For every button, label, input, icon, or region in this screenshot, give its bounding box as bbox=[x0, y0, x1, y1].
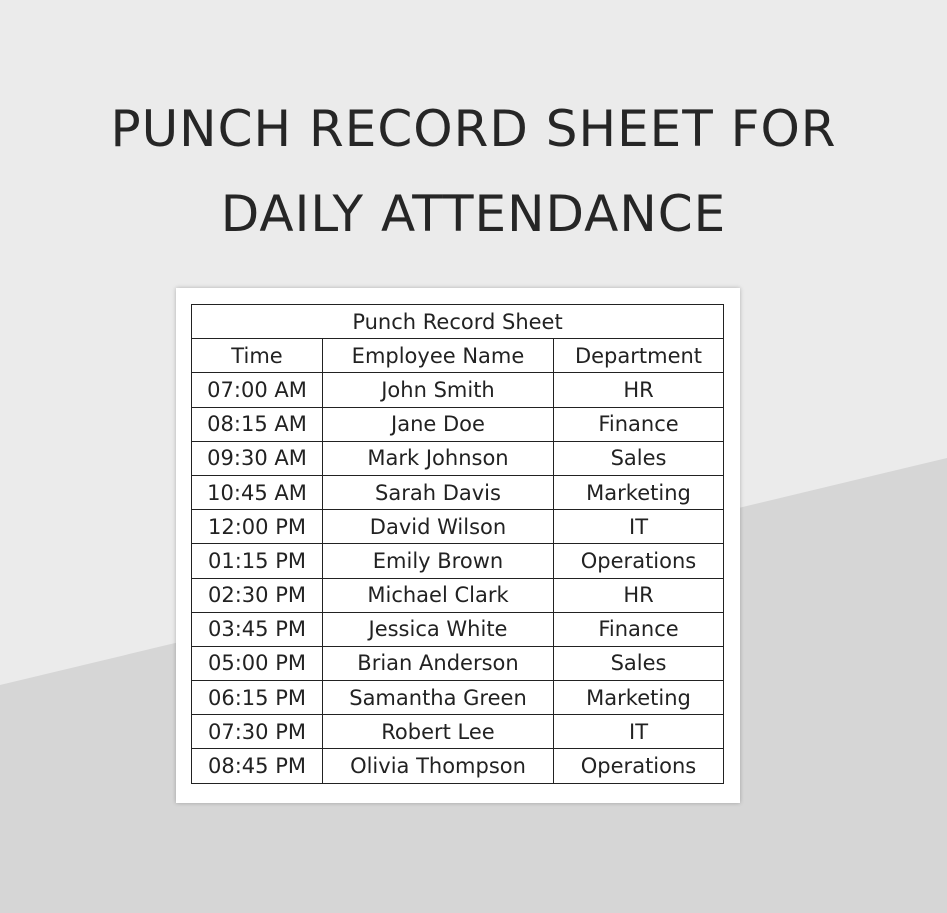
time-cell: 05:00 PM bbox=[192, 646, 323, 680]
table-row bbox=[192, 373, 724, 407]
time-cell: 08:15 AM bbox=[192, 407, 323, 441]
employee-name-cell: David Wilson bbox=[323, 510, 554, 544]
table-row bbox=[192, 646, 724, 680]
department-cell: IT bbox=[554, 510, 724, 544]
table-row bbox=[192, 544, 724, 578]
department-cell: Sales bbox=[554, 646, 724, 680]
table-row bbox=[192, 475, 724, 509]
sheet-card bbox=[176, 288, 740, 803]
department-cell: Operations bbox=[554, 749, 724, 783]
column-header-time: Time bbox=[192, 339, 323, 373]
table-row bbox=[192, 441, 724, 475]
time-cell: 08:45 PM bbox=[192, 749, 323, 783]
table-title-row bbox=[192, 305, 724, 339]
employee-name-cell: John Smith bbox=[323, 373, 554, 407]
department-cell: Finance bbox=[554, 612, 724, 646]
table-row bbox=[192, 715, 724, 749]
employee-name-cell: Brian Anderson bbox=[323, 646, 554, 680]
time-cell: 01:15 PM bbox=[192, 544, 323, 578]
employee-name-cell: Michael Clark bbox=[323, 578, 554, 612]
time-cell: 09:30 AM bbox=[192, 441, 323, 475]
department-cell: IT bbox=[554, 715, 724, 749]
table-row bbox=[192, 681, 724, 715]
time-cell: 12:00 PM bbox=[192, 510, 323, 544]
punch-record-table bbox=[191, 304, 724, 784]
time-cell: 07:30 PM bbox=[192, 715, 323, 749]
table-header-row bbox=[192, 339, 724, 373]
employee-name-cell: Sarah Davis bbox=[323, 475, 554, 509]
table-row bbox=[192, 578, 724, 612]
column-header-employee-name: Employee Name bbox=[323, 339, 554, 373]
department-cell: HR bbox=[554, 578, 724, 612]
page-title-line-1: PUNCH RECORD SHEET FOR bbox=[110, 100, 837, 158]
time-cell: 07:00 AM bbox=[192, 373, 323, 407]
department-cell: Operations bbox=[554, 544, 724, 578]
department-cell: Marketing bbox=[554, 681, 724, 715]
page-title-line-2: DAILY ATTENDANCE bbox=[220, 185, 727, 243]
department-cell: Marketing bbox=[554, 475, 724, 509]
time-cell: 02:30 PM bbox=[192, 578, 323, 612]
employee-name-cell: Jessica White bbox=[323, 612, 554, 646]
employee-name-cell: Olivia Thompson bbox=[323, 749, 554, 783]
time-cell: 06:15 PM bbox=[192, 681, 323, 715]
department-cell: Sales bbox=[554, 441, 724, 475]
employee-name-cell: Emily Brown bbox=[323, 544, 554, 578]
employee-name-cell: Samantha Green bbox=[323, 681, 554, 715]
employee-name-cell: Mark Johnson bbox=[323, 441, 554, 475]
table-row bbox=[192, 510, 724, 544]
department-cell: HR bbox=[554, 373, 724, 407]
column-header-department: Department bbox=[554, 339, 724, 373]
employee-name-cell: Robert Lee bbox=[323, 715, 554, 749]
table-row bbox=[192, 407, 724, 441]
employee-name-cell: Jane Doe bbox=[323, 407, 554, 441]
table-title: Punch Record Sheet bbox=[192, 305, 724, 339]
table-row bbox=[192, 612, 724, 646]
time-cell: 03:45 PM bbox=[192, 612, 323, 646]
time-cell: 10:45 AM bbox=[192, 475, 323, 509]
department-cell: Finance bbox=[554, 407, 724, 441]
table-row bbox=[192, 749, 724, 783]
